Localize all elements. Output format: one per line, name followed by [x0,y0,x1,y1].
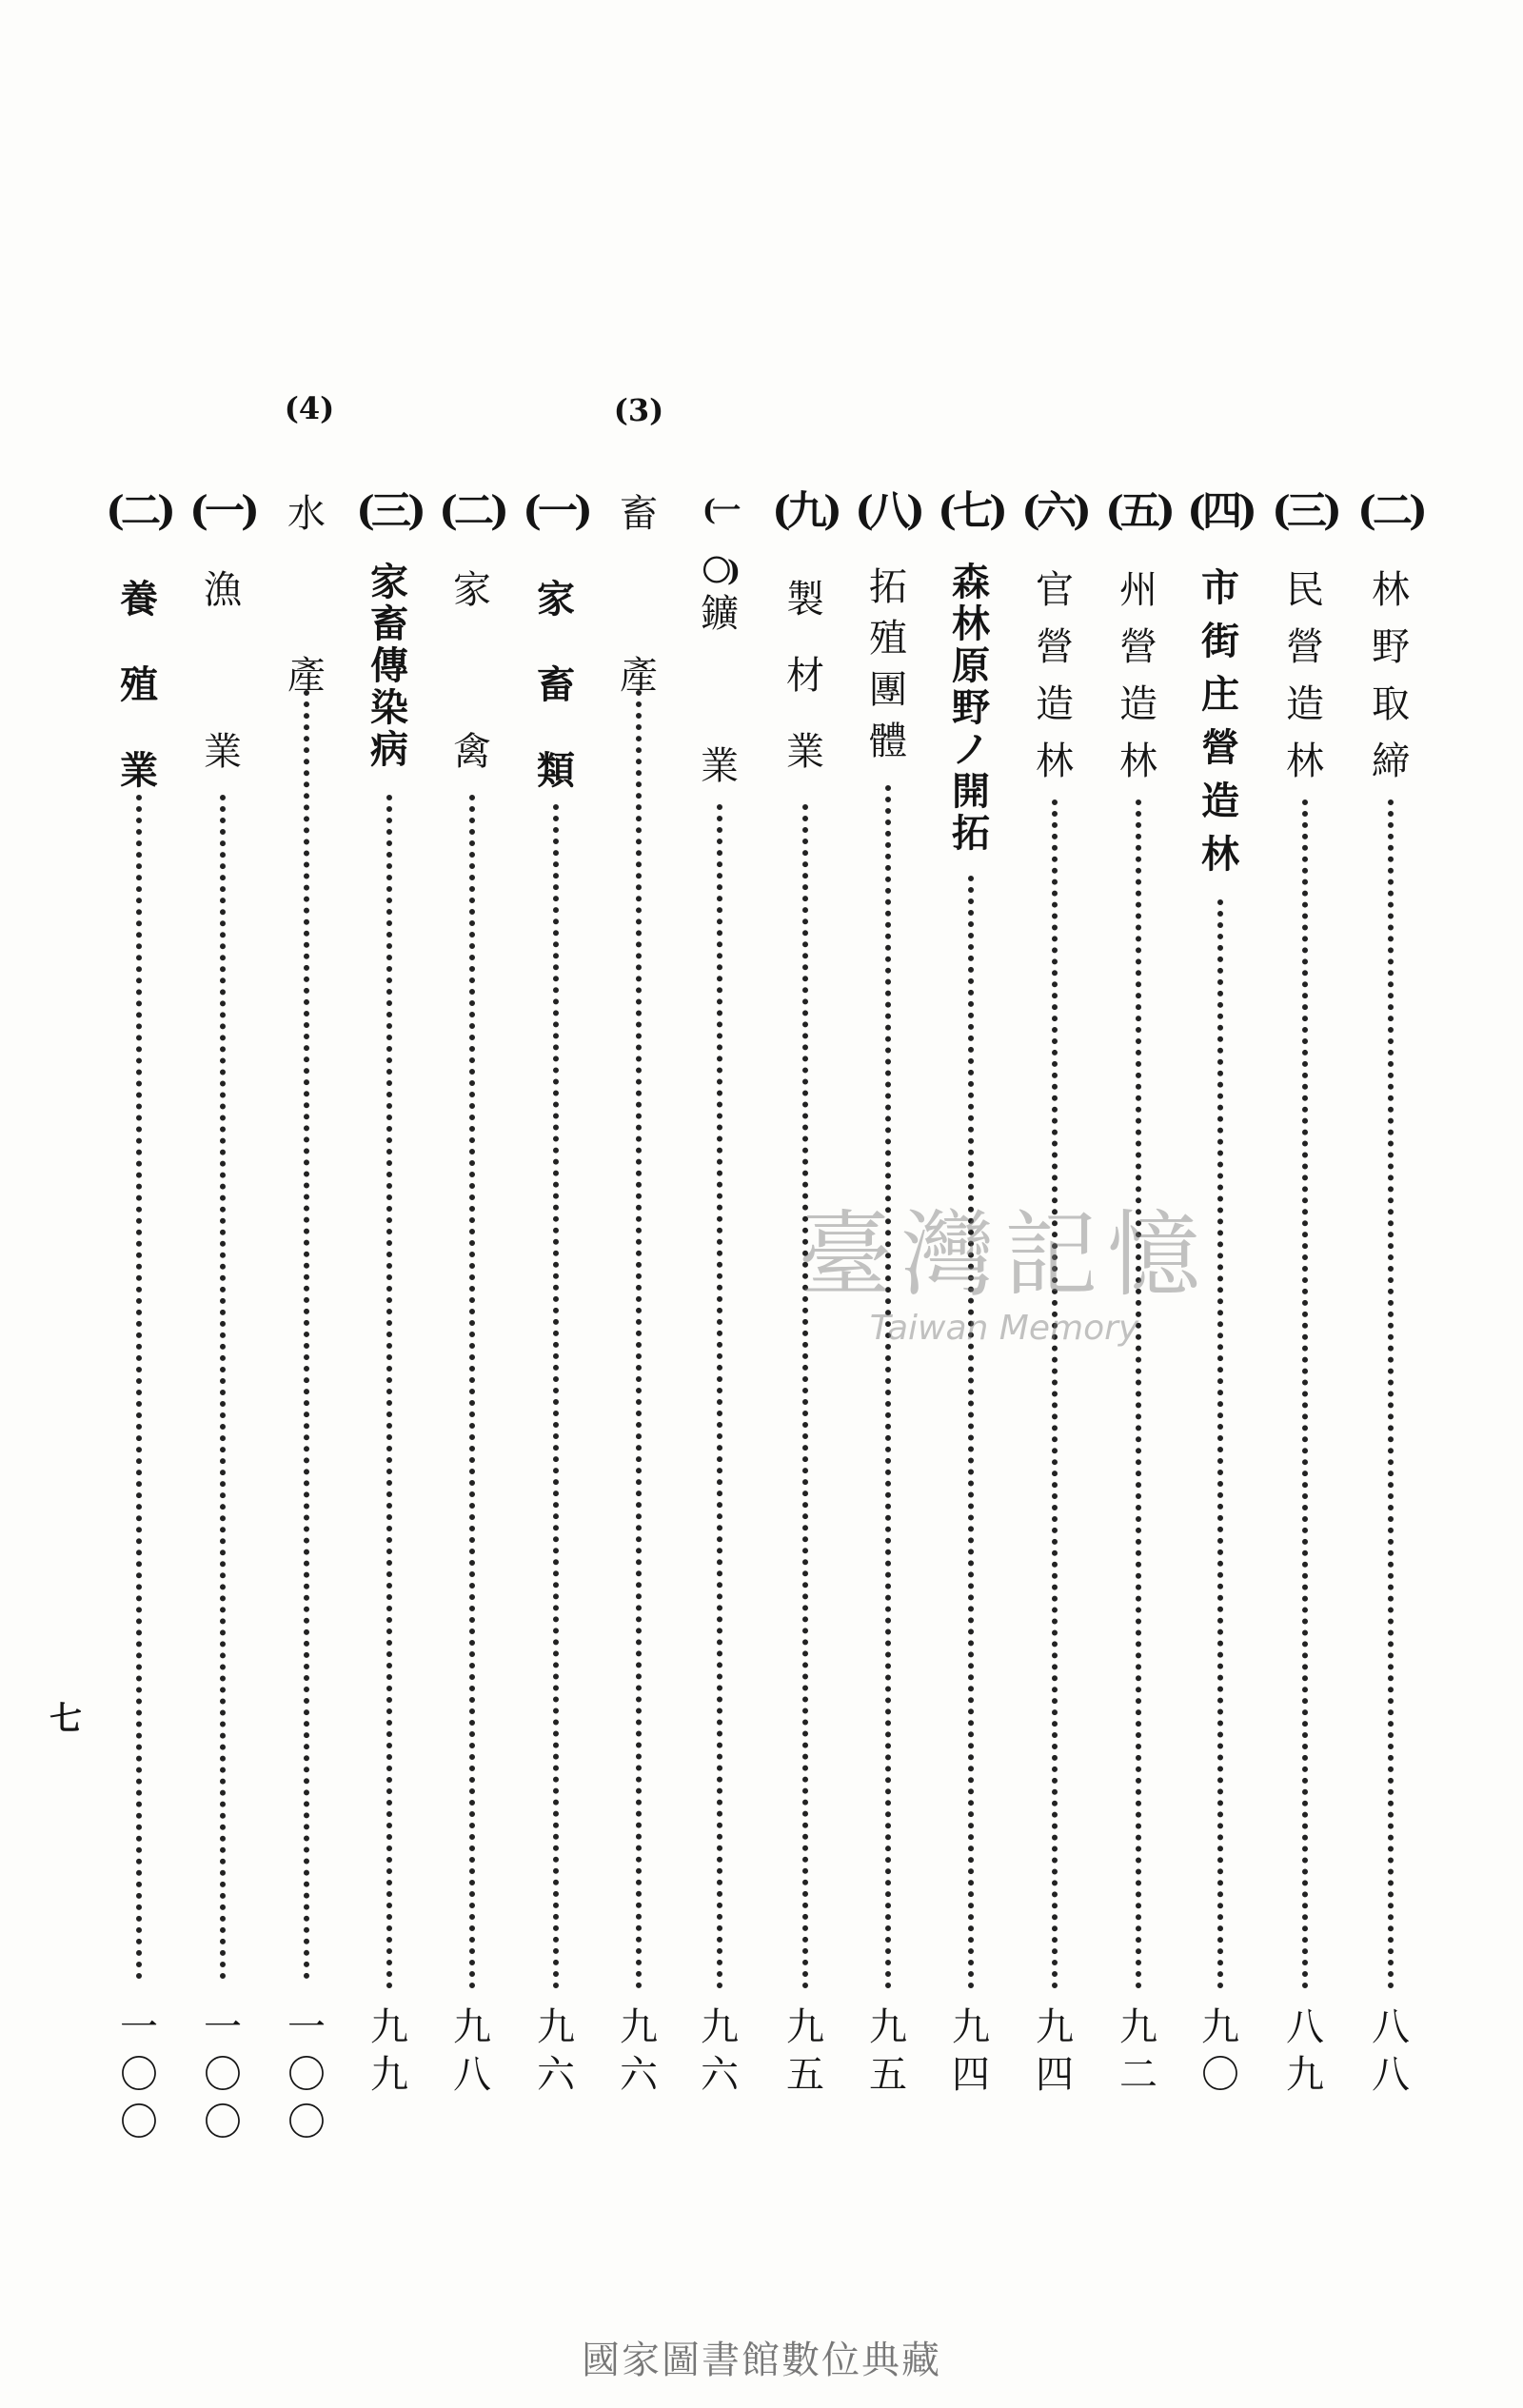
entry-number: (三) [1272,487,1338,534]
section-label-4: (4) [284,390,335,426]
dot-leader [136,795,142,1980]
entry-title: 製 材 業 [786,578,824,774]
entry-number: (一〇) [702,494,738,588]
entry-page-number: 八 八 [1372,2005,1410,2097]
entry-page-number: 一 〇 〇 [204,2005,242,2144]
entry-page-number: 九 六 [537,2005,575,2097]
dot-leader [469,795,475,1989]
toc-entry [438,481,506,2156]
entry-number: (七) [938,487,1004,534]
dot-leader [304,690,309,1980]
dot-leader [220,795,226,1980]
entry-title: 官 營 造 林 [1036,568,1074,783]
entry-number: (四) [1187,487,1254,534]
entry-number: (一) [523,487,589,534]
entry-page-number: 九 五 [869,2005,907,2097]
entry-page-number: 九 〇 [1201,2005,1239,2097]
entry-title: 拓 殖 團 體 [869,565,907,763]
entry-title: 養 殖 業 [120,577,158,793]
folio-page-number: 七 [49,1700,82,1738]
entry-title: 水 產 [287,492,326,698]
dot-leader [1136,799,1141,1989]
entry-number: (二) [439,487,505,534]
dot-leader [386,795,392,1989]
entry-title: 民 營 造 林 [1286,568,1324,783]
toc-entry [188,481,257,2156]
toc-entry [685,481,754,2156]
entry-title: 畜 產 [620,492,658,698]
entry-page-number: 一 〇 〇 [120,2005,158,2144]
toc-entry [105,481,173,2156]
entry-number: (六) [1021,487,1088,534]
entry-page-number: 九 六 [701,2005,739,2097]
entry-page-number: 九 八 [453,2005,491,2097]
entry-number: (八) [855,487,921,534]
dot-leader [1388,799,1394,1989]
toc-entry [355,481,424,2156]
footer-credit: 國家圖書館數位典藏 [582,2339,941,2382]
entry-title: 林 野 取 締 [1372,568,1410,783]
dot-leader [1217,899,1223,1989]
watermark-text-cn: 臺灣記憶 [798,1201,1210,1310]
toc-entry [1271,481,1339,2156]
entry-number: (二) [106,487,172,534]
watermark-text-en: Taiwan Memory [869,1309,1139,1348]
entry-number: (九) [772,487,839,534]
entry-title: 家 畜 傳 染 病 [370,560,408,772]
entry-page-number: 八 九 [1286,2005,1324,2097]
dot-leader [1302,799,1308,1989]
section-label-3: (3) [613,392,664,428]
entry-title: 市 街 庄 營 造 林 [1201,565,1239,877]
entry-page-number: 一 〇 〇 [287,2005,326,2144]
dot-leader [636,690,642,1989]
entry-number: (三) [356,487,423,534]
dot-leader [1052,799,1058,1989]
toc-entry [1356,481,1425,2156]
entry-title: 家 畜 類 [537,577,575,793]
toc-entry [272,481,341,2156]
entry-title: 森 林 原 野 ノ 開 拓 [952,560,990,856]
dot-leader [885,785,891,1989]
entry-number: (二) [1357,487,1424,534]
dot-leader [802,804,808,1989]
watermark-logo [747,1180,1261,1348]
entry-page-number: 九 五 [786,2005,824,2097]
entry-page-number: 九 四 [1036,2005,1074,2097]
entry-title: 漁 業 [204,568,242,774]
toc-entry [522,481,590,2156]
dot-leader [553,804,559,1989]
entry-page-number: 九 九 [370,2005,408,2097]
entry-title: 家 禽 [453,568,491,774]
entry-page-number: 九 四 [952,2005,990,2097]
entry-title: 鑛 業 [701,592,739,788]
toc-entry [604,481,673,2156]
entry-number: (五) [1105,487,1172,534]
entry-number: (一) [189,487,256,534]
entry-page-number: 九 二 [1119,2005,1157,2097]
entry-page-number: 九 六 [620,2005,658,2097]
entry-title: 州 營 造 林 [1119,568,1157,783]
dot-leader [968,876,974,1989]
dot-leader [717,804,722,1989]
